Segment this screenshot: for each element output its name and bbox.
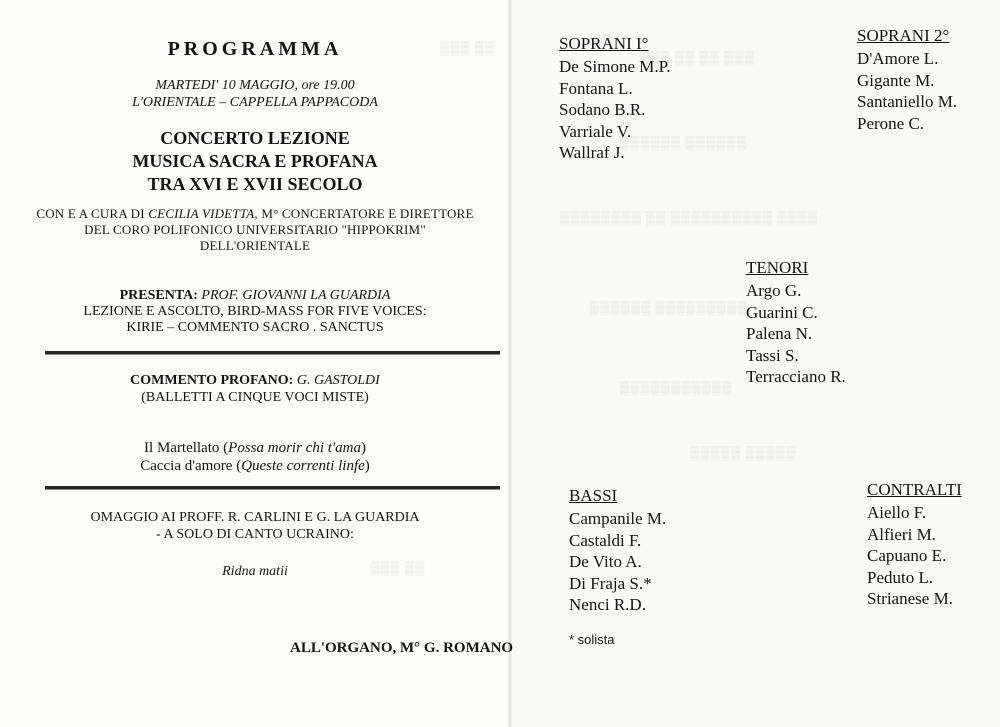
event-venue: L'ORIENTALE – CAPPELLA PAPPACODA	[132, 95, 378, 110]
curator-line	[0, 206, 510, 222]
presenter-name: PROF. GIOVANNI LA GUARDIA	[201, 288, 391, 303]
omaggio-line-1: OMAGGIO AI PROFF. R. CARLINI E G. LA GUARDIA	[90, 510, 420, 525]
lezione-line-2: KIRIE – COMMENTO SACRO . SANCTUS	[126, 320, 384, 335]
curator-suffix: , M° CONCERTATORE E DIRETTORE	[254, 206, 474, 221]
commento-author: G. GASTOLDI	[296, 373, 380, 388]
organ-credit: ALL'ORGANO, M° G. ROMANO	[290, 640, 514, 656]
list-item: Sodano B.R.	[559, 100, 646, 119]
caccia-line: Caccia d'amore (Queste correnti linfe)	[140, 458, 370, 474]
soprani-1-header: SOPRANI I°	[559, 34, 649, 53]
martellato-title: Il Martellato	[144, 440, 220, 456]
soprani-2-section	[857, 26, 957, 134]
contralti-section	[867, 480, 962, 610]
commento-line	[0, 373, 510, 389]
bassi-header: BASSI	[569, 486, 618, 505]
martellato-subtitle: Possa morir chi t'ama	[228, 440, 361, 456]
institution-line: DELL'ORIENTALE	[199, 238, 311, 253]
concert-title-line-2: MUSICA SACRA E PROFANA	[132, 151, 378, 171]
bleed-through-mark: ▒▒▒ ▒▒	[370, 560, 426, 575]
bleed-through-mark: ▒▒▒▒▒▒ ▒▒▒▒▒▒	[620, 135, 747, 150]
list-item: Peduto L.	[867, 567, 934, 587]
omaggio-line-2: - A SOLO DI CANTO UCRAINO:	[156, 527, 354, 542]
list-item: De Simone M.P.	[559, 57, 671, 76]
ridna-matii: Ridna matii	[222, 564, 288, 579]
list-item: Campanile M.	[569, 509, 667, 528]
bleed-through-mark: ▒▒▒▒▒▒▒▒ ▒▒ ▒▒▒▒▒▒▒▒▒▒ ▒▒▒▒	[560, 210, 818, 225]
list-item: Aiello F.	[867, 503, 927, 522]
concert-title-line-1: CONCERTO LEZIONE	[160, 128, 350, 148]
contralti-header: CONTRALTI	[867, 480, 962, 499]
list-item: Argo G.	[746, 281, 802, 300]
list-item: Strianese M.	[867, 589, 953, 608]
curator-prefix: CON E A CURA DI	[36, 206, 145, 221]
bleed-through-mark: ▒▒▒ ▒▒ ▒▒ ▒▒▒	[640, 50, 755, 65]
bleed-through-mark: ▒▒▒▒▒▒▒▒▒▒▒	[620, 380, 733, 395]
list-item: Santaniello M.	[857, 92, 958, 111]
list-item: Castaldi F.	[569, 530, 642, 550]
list-item: Capuano E.	[867, 546, 947, 565]
list-item: Tassi S.	[746, 345, 799, 365]
caccia-title: Caccia d'amore	[140, 458, 233, 474]
list-item: Di Fraja S.*	[569, 573, 652, 593]
list-item: Nenci R.D.	[569, 595, 646, 614]
soprani-2-header: SOPRANI 2°	[857, 26, 950, 45]
martellato-line: Il Martellato (Possa morir chi t'ama)	[144, 440, 366, 456]
bleed-through-mark: ▒▒▒▒▒▒ ▒▒▒▒▒▒▒▒▒	[590, 300, 748, 315]
balletti-line: (BALLETTI A CINQUE VOCI MISTE)	[141, 390, 369, 405]
concert-title-line-3: TRA XVI E XVII SECOLO	[147, 174, 363, 194]
choir-line: DEL CORO POLIFONICO UNIVERSITARIO "HIPPOKRIM"	[84, 222, 426, 237]
tenori-header: TENORI	[746, 258, 809, 277]
lezione-line-1: LEZIONE E ASCOLTO, BIRD-MASS FOR FIVE VOICES:	[83, 304, 427, 319]
list-item: Perone C.	[857, 113, 925, 133]
divider-rule	[45, 351, 500, 355]
bleed-through-mark: ▒▒▒ ▒▒	[440, 40, 496, 55]
bassi-section	[569, 486, 666, 616]
program-title: PROGRAMMA	[167, 38, 343, 60]
commento-label: COMMENTO PROFANO:	[130, 373, 294, 388]
presenter-line	[0, 288, 510, 304]
soloist-footnote: * solista	[569, 632, 615, 647]
tenori-section	[746, 258, 846, 388]
event-date: MARTEDI' 10 MAGGIO, ore 19.00	[155, 78, 355, 93]
list-item: Alfieri M.	[867, 524, 936, 544]
list-item: Guarini C.	[746, 302, 818, 322]
list-item: Palena N.	[746, 324, 813, 343]
divider-rule	[45, 486, 500, 490]
curator-name: CECILIA VIDETTA	[148, 206, 255, 221]
list-item: Fontana L.	[559, 78, 633, 98]
list-item: Gigante M.	[857, 70, 935, 90]
soprani-1-section	[559, 34, 670, 164]
list-item: Varriale V.	[559, 121, 632, 141]
list-item: Wallraf J.	[559, 143, 625, 162]
list-item: Terracciano R.	[746, 367, 846, 386]
caccia-subtitle: Queste correnti linfe	[241, 458, 365, 474]
presenter-label: PRESENTA:	[119, 288, 198, 303]
list-item: De Vito A.	[569, 552, 642, 571]
bleed-through-mark: ▒▒▒▒▒ ▒▒▒▒▒	[690, 445, 797, 460]
list-item: D'Amore L.	[857, 49, 939, 68]
